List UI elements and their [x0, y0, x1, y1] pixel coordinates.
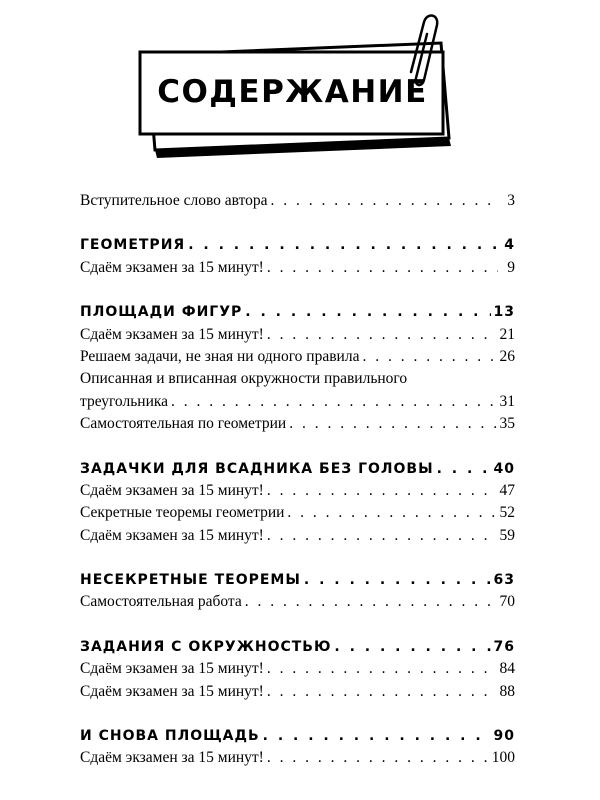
toc-label: НЕСЕКРЕТНЫЕ ТЕОРЕМЫ [80, 572, 301, 589]
toc-label: ГЕОМЕТРИЯ [80, 237, 186, 254]
leader-dots [287, 502, 496, 524]
toc-label: ЗАДАНИЯ С ОКРУЖНОСТЬЮ [80, 638, 332, 655]
page-number: 88 [499, 682, 515, 700]
toc-label: Сдаём экзамен за 15 минут! [80, 682, 264, 700]
leader-dots [334, 636, 490, 658]
toc-label: Описанная и вписанная окружности правильного [80, 370, 408, 388]
toc-label: Решаем задачи, не зная ни одного правила [80, 347, 360, 365]
leader-dots [271, 190, 498, 212]
page-number: 40 [493, 460, 515, 477]
toc-entry [80, 190, 515, 212]
toc-label: Самостоятельная работа [80, 593, 242, 611]
section-gap [80, 614, 515, 636]
page-number: 9 [507, 258, 515, 276]
toc-entry [80, 480, 515, 502]
toc-label: ПЛОЩАДИ ФИГУР [80, 304, 243, 321]
toc-entry [80, 368, 515, 390]
leader-dots [263, 725, 491, 747]
toc-entry [80, 681, 515, 703]
page-number: 76 [493, 638, 515, 655]
page-number: 26 [499, 347, 515, 365]
leader-dots [188, 234, 498, 256]
toc-entry [80, 591, 515, 613]
page-number: 100 [491, 749, 515, 767]
toc-entry [80, 525, 515, 547]
page-number: 3 [507, 192, 515, 209]
leader-dots [267, 747, 489, 769]
toc-label: Сдаём экзамен за 15 минут! [80, 325, 264, 343]
leader-dots [267, 681, 497, 703]
toc-entry [80, 324, 515, 346]
page-number: 13 [493, 304, 515, 321]
section-gap [80, 436, 515, 458]
toc-section [80, 301, 515, 323]
toc-entry [80, 413, 515, 435]
toc-label: Сдаём экзамен за 15 минут! [80, 660, 264, 678]
section-gap [80, 212, 515, 234]
toc-section [80, 569, 515, 591]
leader-dots [245, 301, 490, 323]
toc-label: Вступительное слово автора [80, 192, 268, 209]
toc-section [80, 234, 515, 256]
toc-entry [80, 346, 515, 368]
toc-label: Секретные теоремы геометрии [80, 504, 285, 522]
toc-label: Сдаём экзамен за 15 минут! [80, 258, 264, 276]
leader-dots [267, 658, 497, 680]
toc-section [80, 725, 515, 747]
toc-entry [80, 747, 515, 769]
leader-dots [171, 391, 496, 413]
leader-dots [289, 413, 496, 435]
page-number: 4 [504, 237, 515, 254]
toc-label: Сдаём экзамен за 15 минут! [80, 481, 264, 499]
page-number: 70 [499, 593, 515, 611]
toc-label: Сдаём экзамен за 15 минут! [80, 526, 264, 544]
page-number: 21 [499, 325, 515, 343]
toc-label: треугольника [80, 392, 169, 410]
leader-dots [304, 569, 491, 591]
leader-dots [437, 458, 491, 480]
page-number: 31 [499, 392, 515, 410]
toc-entry [80, 391, 515, 413]
toc-section [80, 636, 515, 658]
table-of-contents [80, 190, 515, 770]
toc-label: Сдаём экзамен за 15 минут! [80, 749, 264, 767]
leader-dots [245, 591, 497, 613]
toc-label: Самостоятельная по геометрии [80, 415, 287, 433]
toc-label: ЗАДАЧКИ ДЛЯ ВСАДНИКА БЕЗ ГОЛОВЫ [80, 460, 434, 477]
title-banner [0, 0, 600, 170]
toc-entry [80, 502, 515, 524]
page-number: 63 [493, 572, 515, 589]
leader-dots [362, 346, 496, 368]
page-number: 90 [493, 728, 515, 745]
toc-entry [80, 658, 515, 680]
page-number: 47 [499, 481, 515, 499]
leader-dots [267, 257, 498, 279]
page-number: 84 [499, 660, 515, 678]
leader-dots [267, 324, 497, 346]
page-number: 59 [499, 526, 515, 544]
leader-dots [267, 480, 497, 502]
section-gap [80, 279, 515, 301]
leader-dots [267, 525, 497, 547]
page-title: СОДЕРЖАНИЕ [157, 74, 428, 110]
section-gap [80, 703, 515, 725]
page-number: 52 [499, 504, 515, 522]
page-number: 35 [499, 415, 515, 433]
toc-section [80, 458, 515, 480]
toc-entry [80, 257, 515, 279]
section-gap [80, 547, 515, 569]
toc-label: И СНОВА ПЛОЩАДЬ [80, 728, 260, 745]
